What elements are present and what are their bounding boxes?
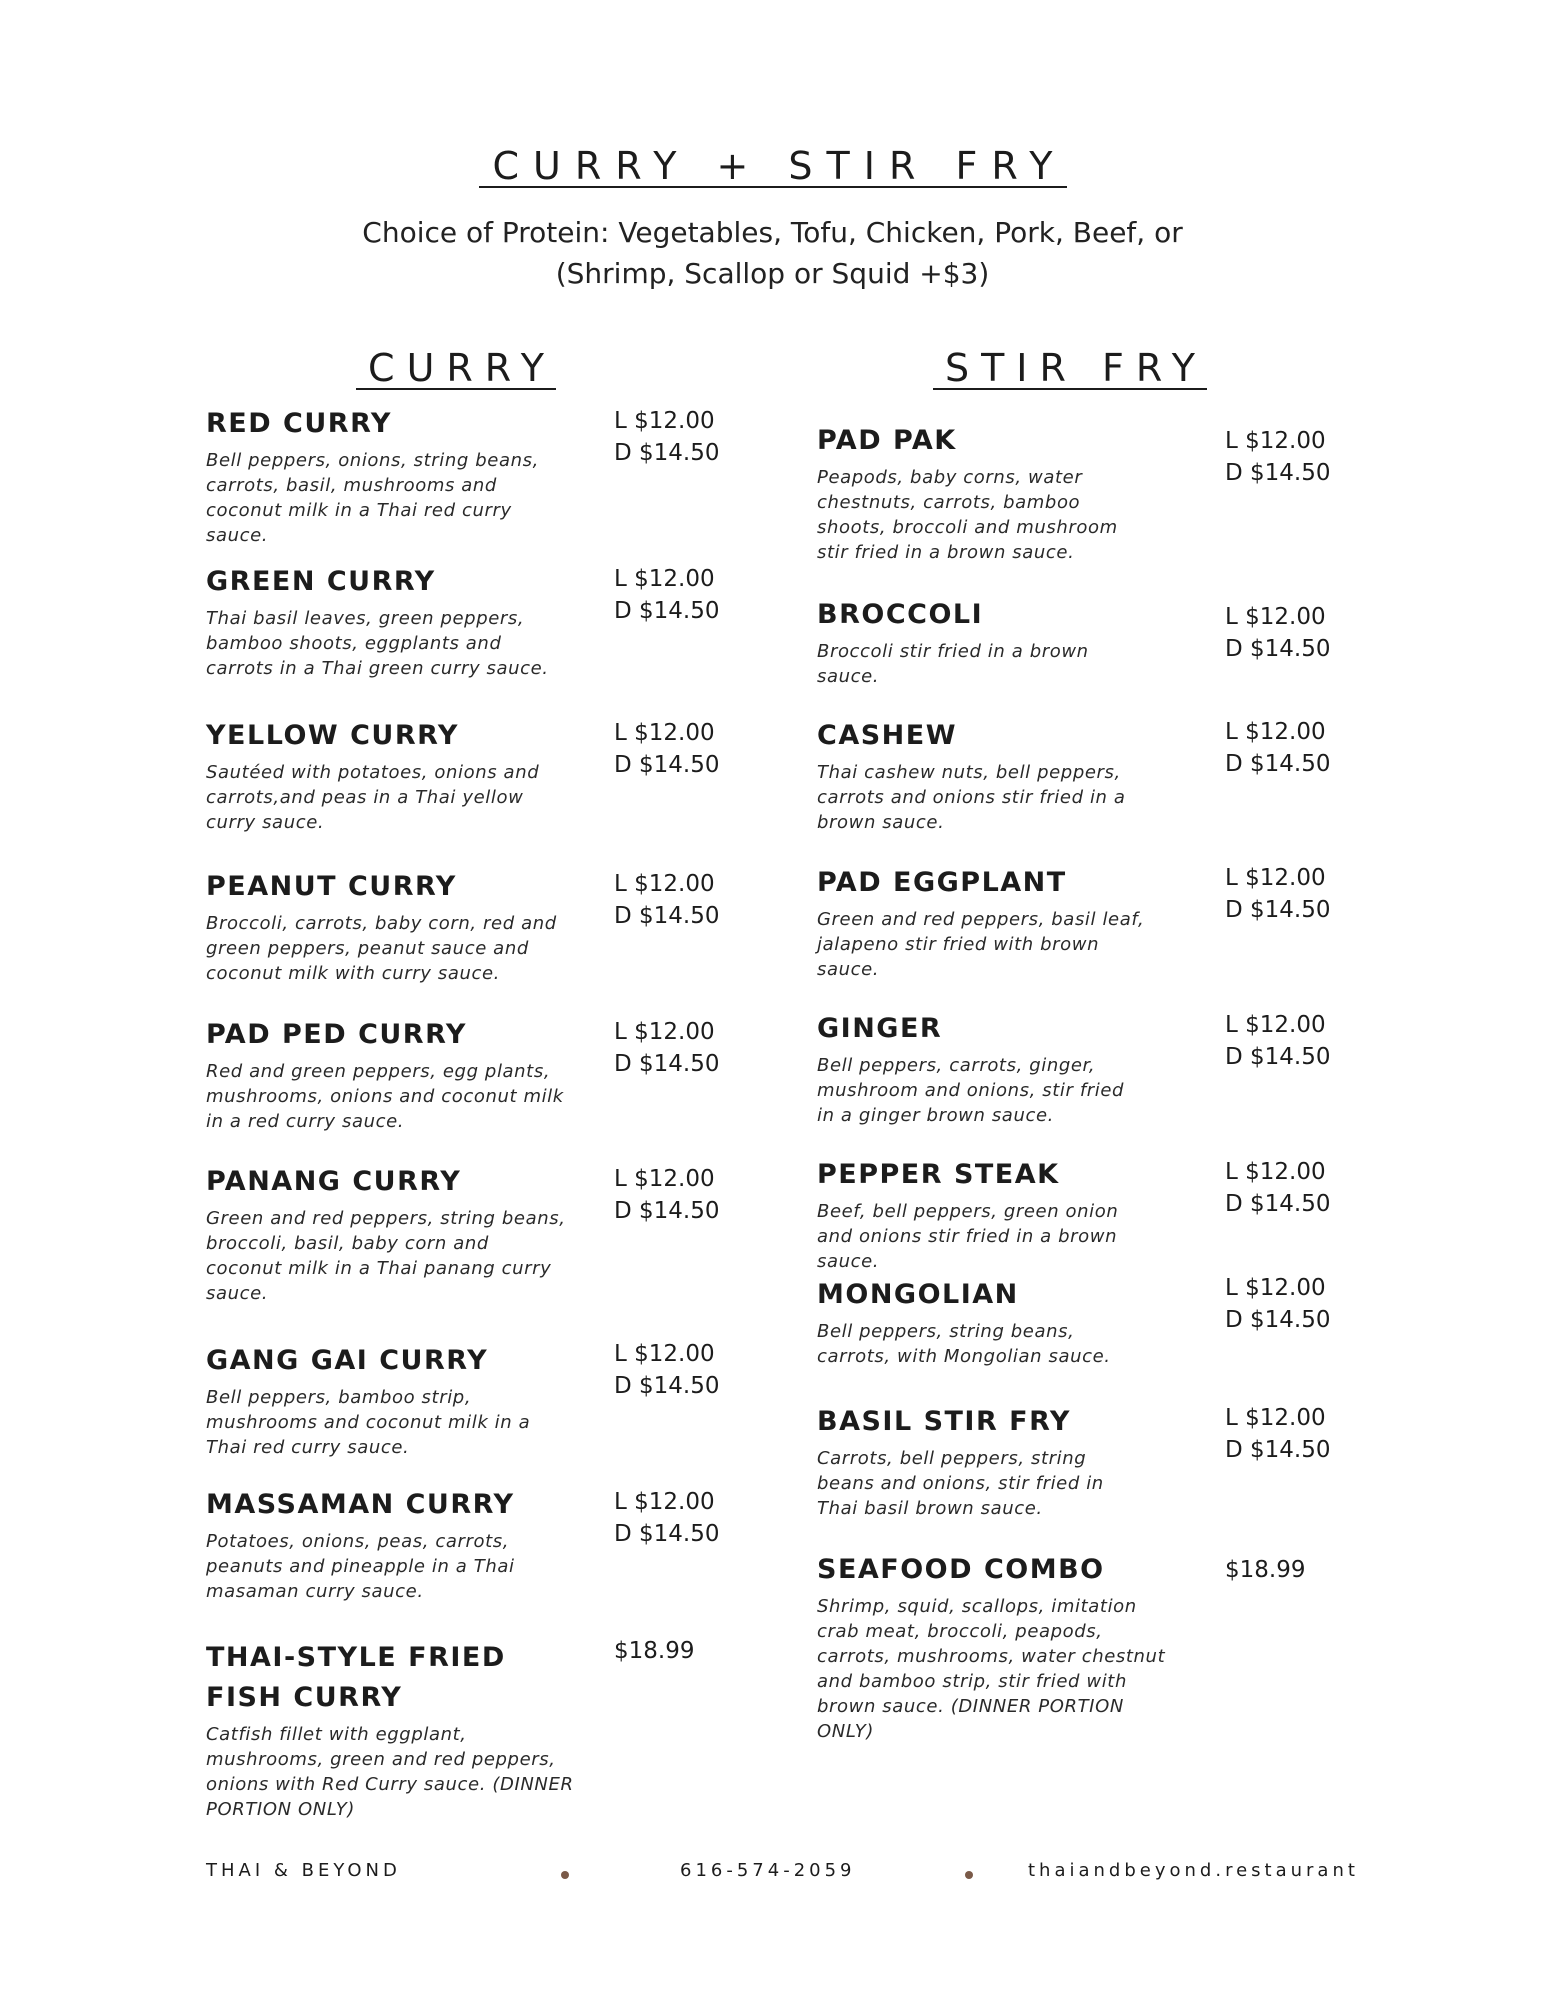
subtitle-line-1: Choice of Protein: Vegetables, Tofu, Chicken, Pork, Beef, or <box>362 216 1183 249</box>
menu-item-pad-ped-curry <box>206 1015 606 1134</box>
price-dinner: D $14.50 <box>1225 751 1331 777</box>
footer-restaurant-name: THAI & BEYOND <box>206 1860 401 1881</box>
price-dinner: D $14.50 <box>1225 1437 1331 1463</box>
footer-website: thaiandbeyond.restaurant <box>1028 1860 1359 1881</box>
item-description: Green and red peppers, basil leaf, jalapeno stir fried with brown sauce. <box>817 909 1145 980</box>
footer-divider-dot <box>965 1871 973 1879</box>
item-name: GINGER <box>817 1013 943 1044</box>
item-name: GREEN CURRY <box>206 566 436 597</box>
item-description: Peapods, baby corns, water chestnuts, carrots, bamboo shoots, broccoli and mushroom stir fried in a brown sauce. <box>817 467 1118 563</box>
page-title-text: CURRY + STIR FRY <box>479 146 1067 188</box>
menu-item-pad-eggplant <box>817 863 1217 982</box>
price-dinner: D $14.50 <box>614 1051 720 1077</box>
item-price <box>1225 1009 1331 1073</box>
item-price <box>614 1338 720 1402</box>
price-lunch: L $12.00 <box>1225 1405 1326 1431</box>
subtitle-line-2: (Shrimp, Scallop or Squid +$3) <box>555 257 990 290</box>
price-single: $18.99 <box>614 1638 695 1664</box>
price-lunch: L $12.00 <box>1225 428 1326 454</box>
item-name: BASIL STIR FRY <box>817 1406 1071 1437</box>
item-price <box>614 717 720 781</box>
item-price <box>1225 862 1331 926</box>
item-name: PAD EGGPLANT <box>817 867 1067 898</box>
item-description: Potatoes, onions, peas, carrots, peanuts and pineapple in a Thai masaman curry sauce. <box>206 1531 515 1602</box>
price-lunch: L $12.00 <box>614 566 715 592</box>
item-description: Carrots, bell peppers, string beans and onions, stir fried in Thai basil brown sauce. <box>817 1448 1104 1519</box>
item-price <box>1225 716 1331 780</box>
price-dinner: D $14.50 <box>1225 897 1331 923</box>
menu-item-thai-style-fried-fish-curry <box>206 1638 576 1822</box>
item-name: SEAFOOD COMBO <box>817 1554 1105 1585</box>
stir-fry-heading-text: STIR FRY <box>933 348 1207 390</box>
price-lunch: L $12.00 <box>614 1341 715 1367</box>
item-name: RED CURRY <box>206 408 392 439</box>
price-lunch: L $12.00 <box>1225 719 1326 745</box>
item-description: Shrimp, squid, scallops, imitation crab meat, broccoli, peapods, carrots, mushrooms, water chestnut and bamboo strip, stir fried with brown sauce. (DINNER PORTION ONLY) <box>817 1596 1166 1742</box>
price-lunch: L $12.00 <box>1225 1159 1326 1185</box>
menu-item-cashew <box>817 716 1217 835</box>
menu-item-seafood-combo <box>817 1550 1217 1744</box>
item-name: BROCCOLI <box>817 599 984 630</box>
price-dinner: D $14.50 <box>1225 636 1331 662</box>
price-single: $18.99 <box>1225 1557 1306 1583</box>
price-dinner: D $14.50 <box>614 1198 720 1224</box>
item-name: PEPPER STEAK <box>817 1159 1060 1190</box>
price-dinner: D $14.50 <box>614 1373 720 1399</box>
item-description: Broccoli stir fried in a brown sauce. <box>817 641 1089 687</box>
menu-item-pepper-steak <box>817 1155 1217 1274</box>
menu-item-gang-gai-curry <box>206 1341 606 1460</box>
curry-heading-text: CURRY <box>356 348 556 390</box>
item-description: Bell peppers, carrots, ginger, mushroom and onions, stir fried in a ginger brown sauce. <box>817 1055 1125 1126</box>
item-name: MONGOLIAN <box>817 1279 1019 1310</box>
price-dinner: D $14.50 <box>614 440 720 466</box>
price-dinner: D $14.50 <box>614 598 720 624</box>
item-name: MASSAMAN CURRY <box>206 1489 515 1520</box>
item-price <box>614 563 720 627</box>
item-price <box>1225 1402 1331 1466</box>
price-dinner: D $14.50 <box>1225 1307 1331 1333</box>
menu-item-green-curry <box>206 562 606 681</box>
item-description: Thai cashew nuts, bell peppers, carrots and onions stir fried in a brown sauce. <box>817 762 1126 833</box>
item-name: GANG GAI CURRY <box>206 1345 489 1376</box>
price-dinner: D $14.50 <box>614 903 720 929</box>
item-description: Bell peppers, string beans, carrots, with Mongolian sauce. <box>817 1321 1111 1367</box>
item-description: Sautéed with potatoes, onions and carrots,and peas in a Thai yellow curry sauce. <box>206 762 540 833</box>
menu-item-massaman-curry <box>206 1485 606 1604</box>
item-price <box>614 1635 694 1667</box>
menu-item-pad-pak <box>817 421 1217 565</box>
price-dinner: D $14.50 <box>614 752 720 778</box>
price-dinner: D $14.50 <box>614 1521 720 1547</box>
item-name: CASHEW <box>817 720 957 751</box>
price-dinner: D $14.50 <box>1225 460 1331 486</box>
menu-item-basil-stir-fry <box>817 1402 1217 1521</box>
menu-item-panang-curry <box>206 1162 606 1306</box>
item-price <box>1225 1554 1305 1586</box>
price-lunch: L $12.00 <box>614 408 715 434</box>
price-lunch: L $12.00 <box>1225 865 1326 891</box>
item-price <box>1225 1272 1331 1336</box>
price-lunch: L $12.00 <box>1225 1012 1326 1038</box>
item-description: Catfish fillet with eggplant, mushrooms, green and red peppers, onions with Red Curry sauce. (DINNER PORTION ONLY) <box>206 1724 574 1820</box>
price-lunch: L $12.00 <box>1225 604 1326 630</box>
menu-item-yellow-curry <box>206 716 606 835</box>
price-lunch: L $12.00 <box>614 1019 715 1045</box>
item-price <box>1225 1156 1331 1220</box>
menu-item-peanut-curry <box>206 867 606 986</box>
menu-item-red-curry <box>206 404 606 548</box>
menu-item-ginger <box>817 1009 1217 1128</box>
item-name: PEANUT CURRY <box>206 871 457 902</box>
curry-heading <box>206 348 706 390</box>
footer-divider-dot <box>561 1871 569 1879</box>
item-name: THAI-STYLE FRIED FISH CURRY <box>206 1642 506 1713</box>
item-description: Beef, bell peppers, green onion and onions stir fried in a brown sauce. <box>817 1201 1119 1272</box>
item-name: PAD PED CURRY <box>206 1019 467 1050</box>
item-description: Broccoli, carrots, baby corn, red and green peppers, peanut sauce and coconut milk with curry sauce. <box>206 913 557 984</box>
menu-item-broccoli <box>817 595 1217 689</box>
item-description: Thai basil leaves, green peppers, bamboo shoots, eggplants and carrots in a Thai green curry sauce. <box>206 608 549 679</box>
protein-choice-subtitle <box>0 212 1545 294</box>
item-description: Green and red peppers, string beans, broccoli, basil, baby corn and coconut milk in a Thai panang curry sauce. <box>206 1208 566 1304</box>
price-lunch: L $12.00 <box>1225 1275 1326 1301</box>
price-lunch: L $12.00 <box>614 720 715 746</box>
price-lunch: L $12.00 <box>614 1166 715 1192</box>
item-description: Bell peppers, onions, string beans, carrots, basil, mushrooms and coconut milk in a Thai red curry sauce. <box>206 450 539 546</box>
item-description: Bell peppers, bamboo strip, mushrooms and coconut milk in a Thai red curry sauce. <box>206 1387 531 1458</box>
page-title <box>0 146 1545 188</box>
item-price <box>1225 601 1331 665</box>
item-price <box>614 1486 720 1550</box>
menu-item-mongolian <box>817 1275 1217 1369</box>
price-dinner: D $14.50 <box>1225 1044 1331 1070</box>
item-price <box>614 1163 720 1227</box>
item-name: PANANG CURRY <box>206 1166 462 1197</box>
item-name: YELLOW CURRY <box>206 720 459 751</box>
item-price <box>1225 425 1331 489</box>
price-lunch: L $12.00 <box>614 1489 715 1515</box>
item-price <box>614 868 720 932</box>
item-name: PAD PAK <box>817 425 957 456</box>
item-price <box>614 1016 720 1080</box>
footer-phone: 616-574-2059 <box>680 1860 856 1881</box>
stir-fry-heading <box>820 348 1320 390</box>
item-description: Red and green peppers, egg plants, mushrooms, onions and coconut milk in a red curry sauce. <box>206 1061 564 1132</box>
price-lunch: L $12.00 <box>614 871 715 897</box>
item-price <box>614 405 720 469</box>
price-dinner: D $14.50 <box>1225 1191 1331 1217</box>
